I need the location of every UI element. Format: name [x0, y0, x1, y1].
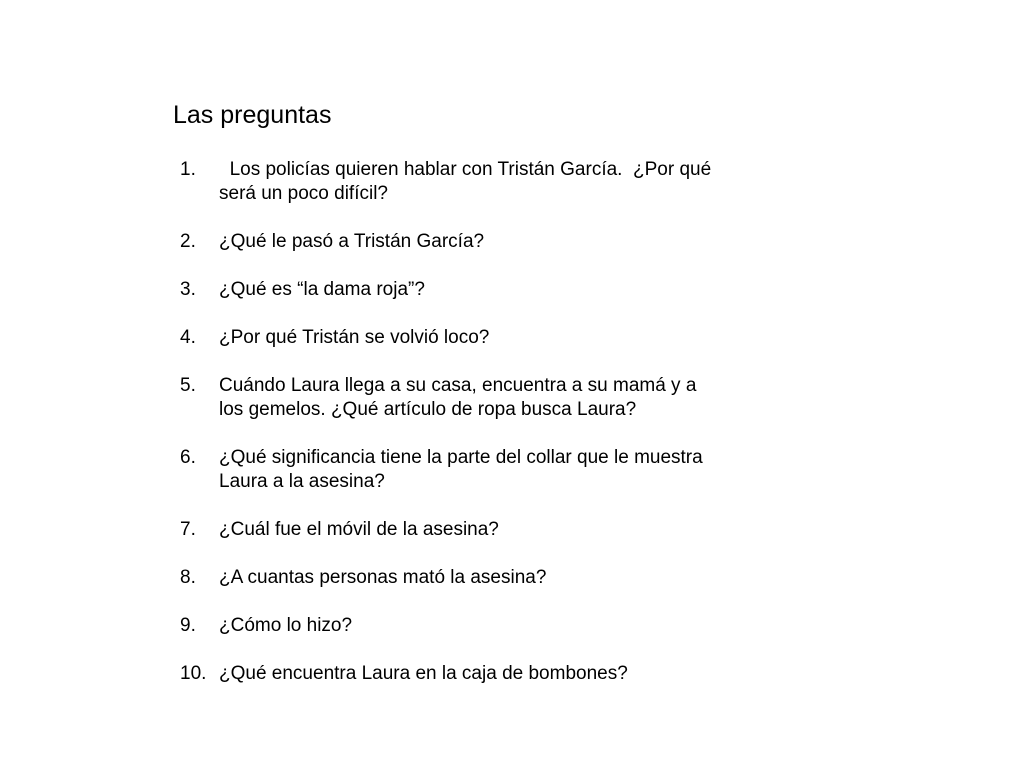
question-number: 6. [180, 447, 196, 468]
question-text: ¿Cómo lo hizo? [219, 615, 353, 636]
question-text: ¿Por qué Tristán se volvió loco? [219, 327, 490, 348]
question-text: ¿Qué encuentra Laura en la caja de bombones? [219, 663, 628, 684]
question-number: 1. [180, 159, 196, 180]
question-text: ¿Qué es “la dama roja”? [219, 279, 425, 300]
question-text: ¿Cuál fue el móvil de la asesina? [219, 519, 499, 540]
question-number: 3. [180, 279, 196, 300]
slide-title: Las preguntas [173, 101, 332, 129]
question-item [180, 518, 720, 542]
question-item [180, 230, 720, 254]
question-number: 9. [180, 615, 196, 636]
question-number: 4. [180, 327, 196, 348]
question-number: 10. [180, 663, 207, 684]
question-item [180, 158, 720, 206]
question-item [180, 278, 720, 302]
question-text: ¿A cuantas personas mató la asesina? [219, 567, 547, 588]
question-text: ¿Qué le pasó a Tristán García? [219, 231, 485, 252]
question-item [180, 662, 720, 686]
question-list [180, 158, 720, 710]
question-item [180, 374, 720, 422]
question-item [180, 446, 720, 494]
question-text: ¿Qué significancia tiene la parte del collar que le muestra Laura a la asesina? [219, 447, 703, 492]
question-number: 2. [180, 231, 196, 252]
question-item [180, 566, 720, 590]
question-number: 5. [180, 375, 196, 396]
question-text: Los policías quieren hablar con Tristán García. ¿Por qué será un poco difícil? [219, 159, 717, 204]
question-item [180, 614, 720, 638]
question-number: 7. [180, 519, 196, 540]
question-text: Cuándo Laura llega a su casa, encuentra a su mamá y a los gemelos. ¿Qué artículo de ropa busca Laura? [219, 375, 697, 420]
question-item [180, 326, 720, 350]
question-number: 8. [180, 567, 196, 588]
